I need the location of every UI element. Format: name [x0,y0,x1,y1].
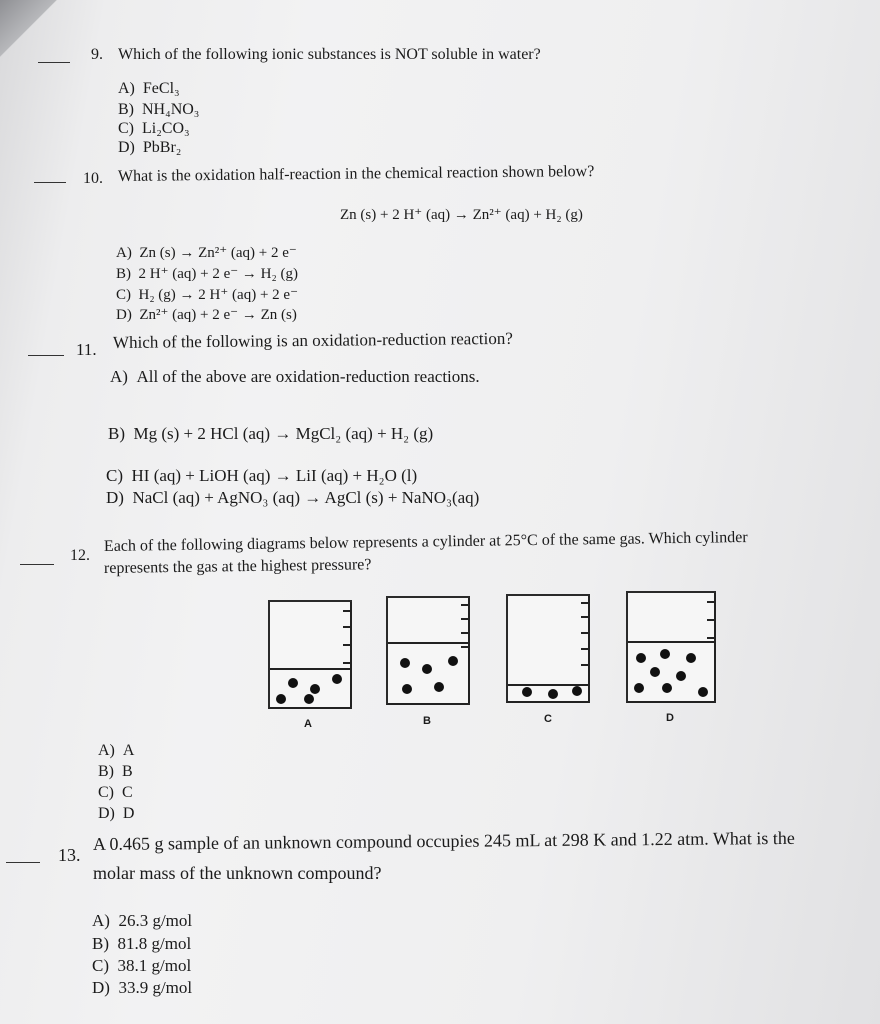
gas-particle [402,684,412,694]
gas-particle [698,687,708,697]
q11-option-b: B) Mg (s) + 2 HCl (aq) → MgCl₂ (aq) + H₂ (g) [108,424,434,443]
answer-blank-q13[interactable] [6,862,40,863]
answer-blank-q12[interactable] [20,564,54,565]
gas-particle [686,653,696,663]
question-number-12: 12. [70,547,90,564]
question-number-9: 9. [91,46,103,63]
q13-option-d: D) 33.9 g/mol [92,978,193,997]
q10-option-c: C) H₂ (g) → 2 H⁺ (aq) + 2 e⁻ [116,287,298,303]
answer-blank-q11[interactable] [28,355,64,356]
gas-particle [276,694,286,704]
q11-option-d: D) NaCl (aq) + AgNO₃ (aq) → AgCl (s) + NaNO₃(aq) [106,488,480,507]
q9-option-d: D) PbBr₂ [118,139,182,156]
cylinder-d-label: D [666,712,674,724]
question-text-13-line1: A 0.465 g sample of an unknown compound occupies 245 mL at 298 K and 1.22 atm. What is the [92,827,795,854]
gas-particle [448,656,458,666]
question-number-13: 13. [58,845,81,865]
cylinder-a [268,600,352,709]
gas-particle [310,684,320,694]
gas-particle [522,687,532,697]
cylinder-a-label: A [304,718,312,730]
q12-option-d: D) D [98,805,135,822]
q11-option-a: A) All of the above are oxidation-reduction reactions. [110,367,480,386]
gas-particle [676,671,686,681]
q13-option-c: C) 38.1 g/mol [92,956,192,975]
q9-option-a: A) FeCl₃ [118,80,180,97]
question-text-9: Which of the following ionic substances is NOT soluble in water? [118,46,541,63]
q10-option-b: B) 2 H⁺ (aq) + 2 e⁻ → H₂ (g) [116,266,298,282]
q13-option-a: A) 26.3 g/mol [92,911,193,930]
question-text-11: Which of the following is an oxidation-reduction reaction? [112,328,513,352]
q10-option-d: D) Zn²⁺ (aq) + 2 e⁻ → Zn (s) [116,307,297,323]
cylinder-b [386,596,470,705]
question-text-12-line1: Each of the following diagrams below represents a cylinder at 25°C of the same gas. Which cylinder [103,529,748,555]
gas-particle [548,689,558,699]
gas-particle [572,686,582,696]
q10-equation: Zn (s) + 2 H⁺ (aq) → Zn²⁺ (aq) + H₂ (g) [340,207,583,223]
page-corner-shadow [0,0,70,70]
piston [628,641,714,643]
question-text-12-line2: represents the gas at the highest pressure? [103,556,372,577]
gas-particle [434,682,444,692]
gas-particle [636,653,646,663]
question-text-13-line2: molar mass of the unknown compound? [93,863,382,883]
cylinder-b-label: B [423,715,431,727]
question-text-10: What is the oxidation half-reaction in the chemical reaction shown below? [117,163,595,185]
gas-particle [634,683,644,693]
gas-particle [288,678,298,688]
gas-particle [422,664,432,674]
gas-particle [332,674,342,684]
q11-option-c: C) HI (aq) + LiOH (aq) → LiI (aq) + H₂O (l) [106,466,418,485]
q12-option-c: C) C [98,784,133,801]
gas-particle [662,683,672,693]
gas-particle [650,667,660,677]
cylinder-c-label: C [544,713,552,725]
q10-option-a: A) Zn (s) → Zn²⁺ (aq) + 2 e⁻ [116,245,297,261]
q9-option-b: B) NH₄NO₃ [118,101,200,118]
q12-option-a: A) A [98,742,135,759]
gas-particle [400,658,410,668]
gas-particle [660,649,670,659]
question-number-10: 10. [83,170,103,187]
q12-option-b: B) B [98,763,133,780]
cylinder-d [626,591,716,703]
piston [388,642,468,644]
q9-option-c: C) Li₂CO₃ [118,120,190,137]
cylinder-c [506,594,590,703]
question-number-11: 11. [76,340,97,359]
answer-blank-q10[interactable] [34,182,66,183]
piston [270,668,350,670]
answer-blank-q9[interactable] [38,62,70,63]
gas-particle [304,694,314,704]
q13-option-b: B) 81.8 g/mol [92,934,192,953]
